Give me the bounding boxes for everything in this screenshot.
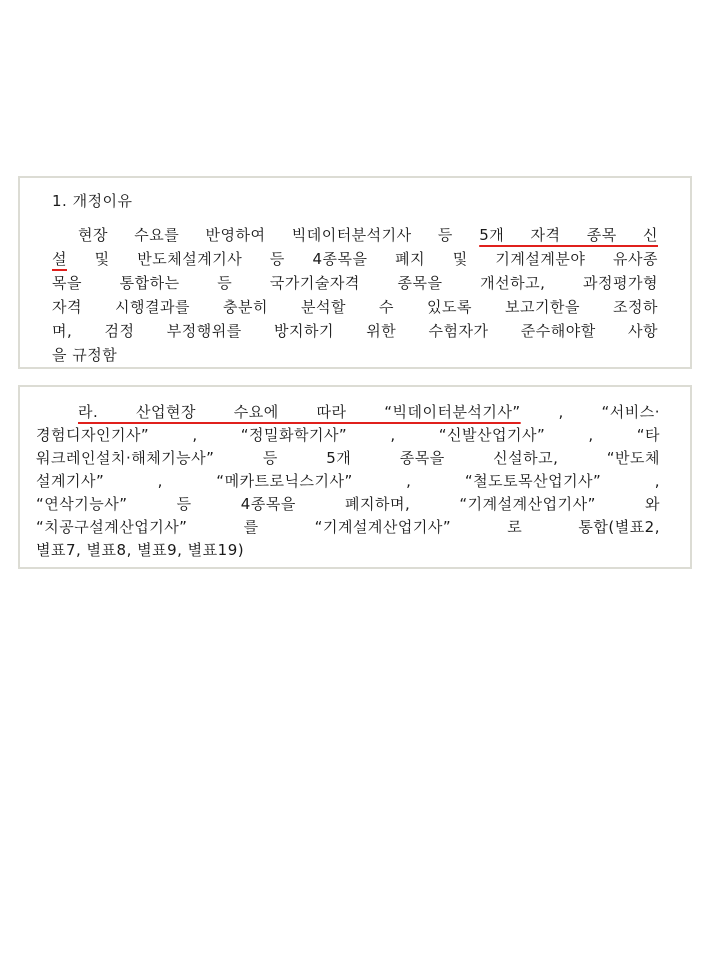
paragraph-line: 워크레인설치·해체기능사” 등 5개 종목을 신설하고, “반도체 xyxy=(36,449,660,467)
paragraph-line: “치공구설계산업기사” 를 “기계설계산업기사” 로 통합(별표2, xyxy=(36,518,660,536)
paragraph-line: 별표7, 별표8, 별표9, 별표19) xyxy=(36,541,245,559)
paragraph-line: 설계기사” , “메카트로닉스기사” , “철도토목산업기사” , xyxy=(36,472,660,490)
paragraph-line: 자격 시행결과를 충분히 분석할 수 있도록 보고기한을 조정하 xyxy=(52,298,658,316)
highlighted-text: 5개 자격 종목 신 xyxy=(479,226,658,244)
highlighted-text: 라. 산업현장 수요에 따라 “빅데이터분석기사” xyxy=(78,403,521,421)
amendment-detail-box xyxy=(18,385,692,569)
paragraph-line: 설 및 반도체설계기사 등 4종목을 폐지 및 기계설계분야 유사종 xyxy=(52,250,658,268)
section-heading: 1. 개정이유 xyxy=(52,192,133,210)
paragraph-line: 라. 산업현장 수요에 따라 “빅데이터분석기사” , “서비스· xyxy=(78,403,660,421)
paragraph-line: 현장 수요를 반영하여 빅데이터분석기사 등 5개 자격 종목 신 xyxy=(78,226,658,244)
paragraph-line: 경험디자인기사” , “정밀화학기사” , “신발산업기사” , “타 xyxy=(36,426,660,444)
paragraph-line: 목을 통합하는 등 국가기술자격 종목을 개선하고, 과정평가형 xyxy=(52,274,658,292)
paragraph-line: 며, 검정 부정행위를 방지하기 위한 수험자가 준수해야할 사항 xyxy=(52,322,658,340)
paragraph-line: “연삭기능사” 등 4종목을 폐지하며, “기계설계산업기사” 와 xyxy=(36,495,660,513)
highlighted-text: 설 xyxy=(52,250,67,268)
revision-reason-box xyxy=(18,176,692,369)
paragraph-line: 을 규정함 xyxy=(52,346,118,364)
